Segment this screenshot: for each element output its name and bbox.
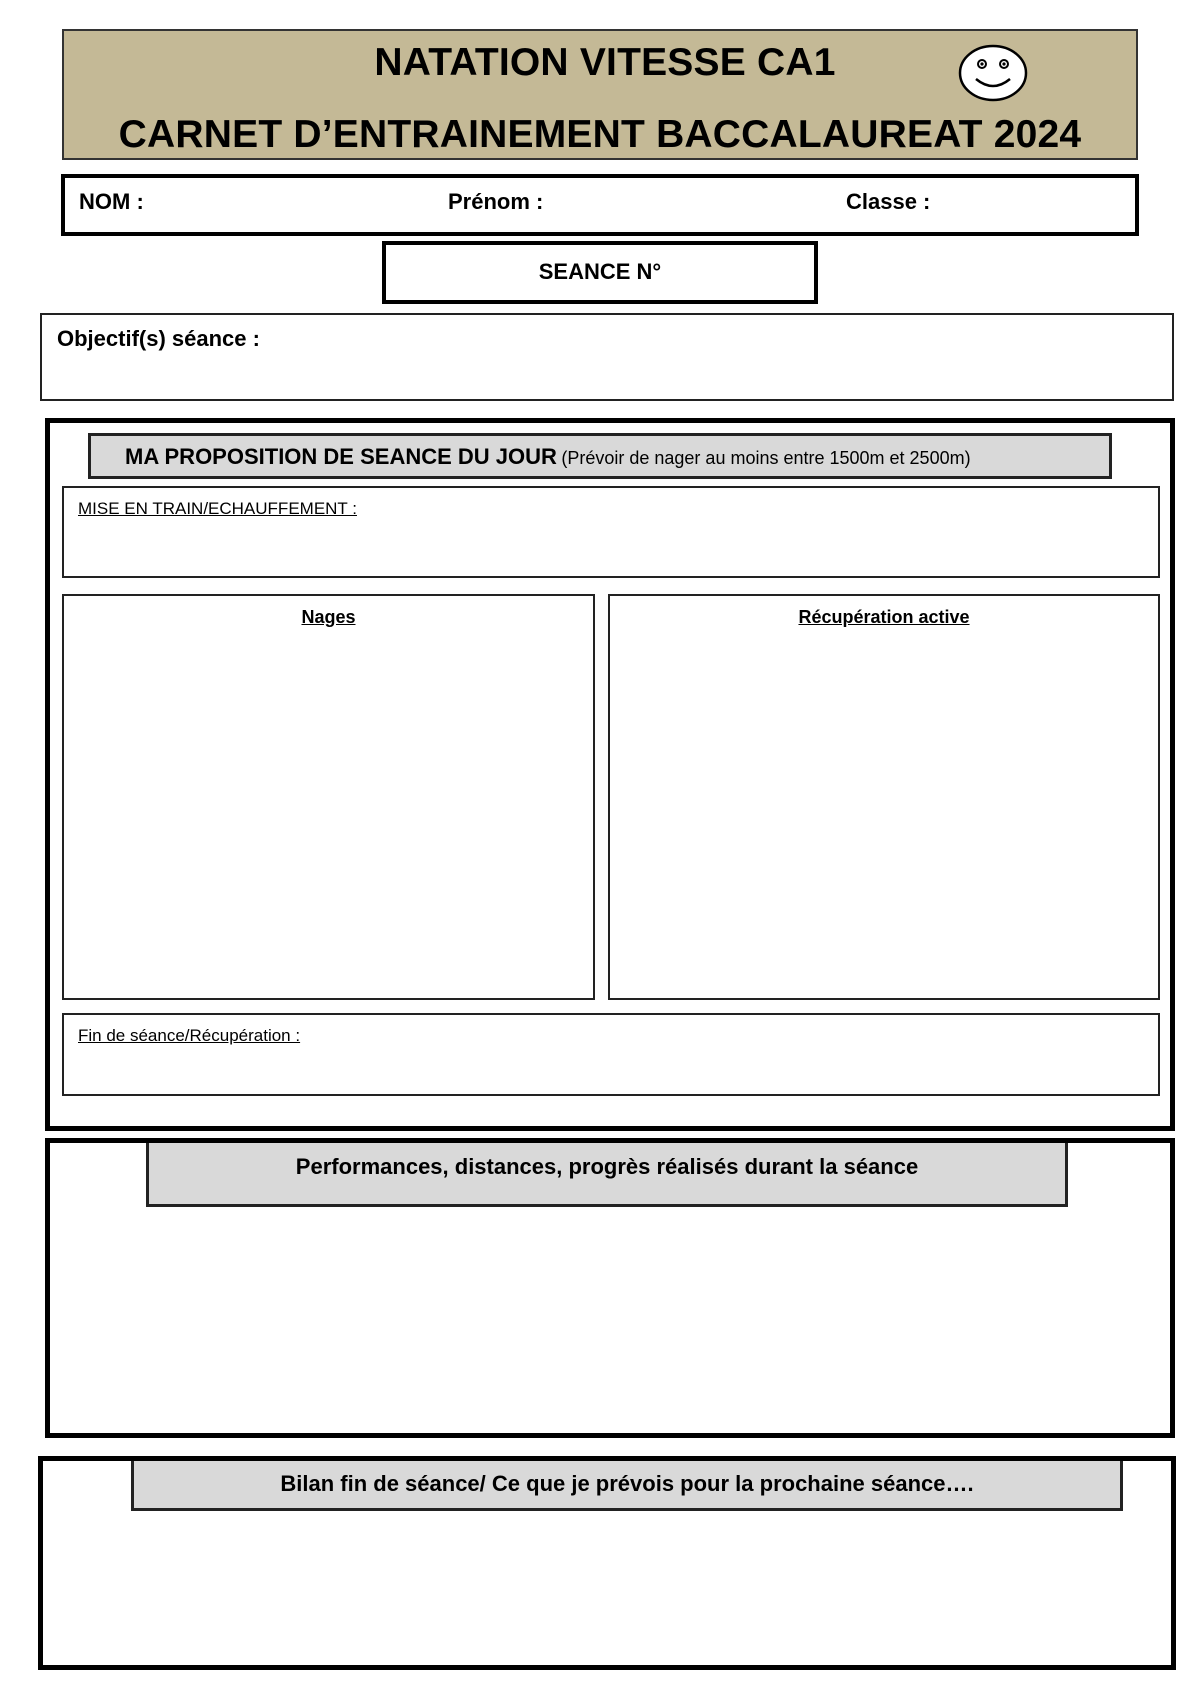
recuperation-active-label: Récupération active	[798, 607, 970, 627]
prenom-label: Prénom :	[448, 189, 544, 214]
title-line-2: CARNET D’ENTRAINEMENT BACCALAUREAT 2024	[118, 113, 1082, 156]
objectif-box	[40, 313, 1174, 401]
session-proposal-section	[45, 418, 1175, 1131]
fin-seance-box	[62, 1013, 1160, 1096]
nages-box	[62, 594, 595, 1000]
identity-box	[61, 174, 1139, 236]
bilan-section	[38, 1456, 1176, 1670]
seance-number-box: SEANCE N°	[382, 241, 818, 304]
fin-seance-label: Fin de séance/Récupération :	[78, 1026, 301, 1045]
nages-label: Nages	[301, 607, 356, 627]
session-proposal-header	[88, 433, 1112, 479]
title-line-1: NATATION VITESSE CA1	[374, 41, 836, 84]
session-proposal-title: MA PROPOSITION DE SEANCE DU JOUR	[125, 444, 557, 469]
recuperation-active-box	[608, 594, 1160, 1000]
warmup-box	[62, 486, 1160, 578]
objectif-label: Objectif(s) séance :	[57, 326, 260, 351]
bilan-banner: Bilan fin de séance/ Ce que je prévois pour la prochaine séance….	[131, 1461, 1123, 1511]
nom-label: NOM :	[79, 189, 144, 214]
header-band	[62, 29, 1138, 160]
performances-banner: Performances, distances, progrès réalisés durant la séance	[146, 1143, 1068, 1207]
session-proposal-note: (Prévoir de nager au moins entre 1500m et 2500m)	[561, 448, 971, 468]
warmup-label: MISE EN TRAIN/ECHAUFFEMENT :	[78, 499, 357, 518]
smiley-face-icon	[957, 43, 1029, 103]
classe-label: Classe :	[846, 189, 931, 214]
performances-section	[45, 1138, 1175, 1438]
